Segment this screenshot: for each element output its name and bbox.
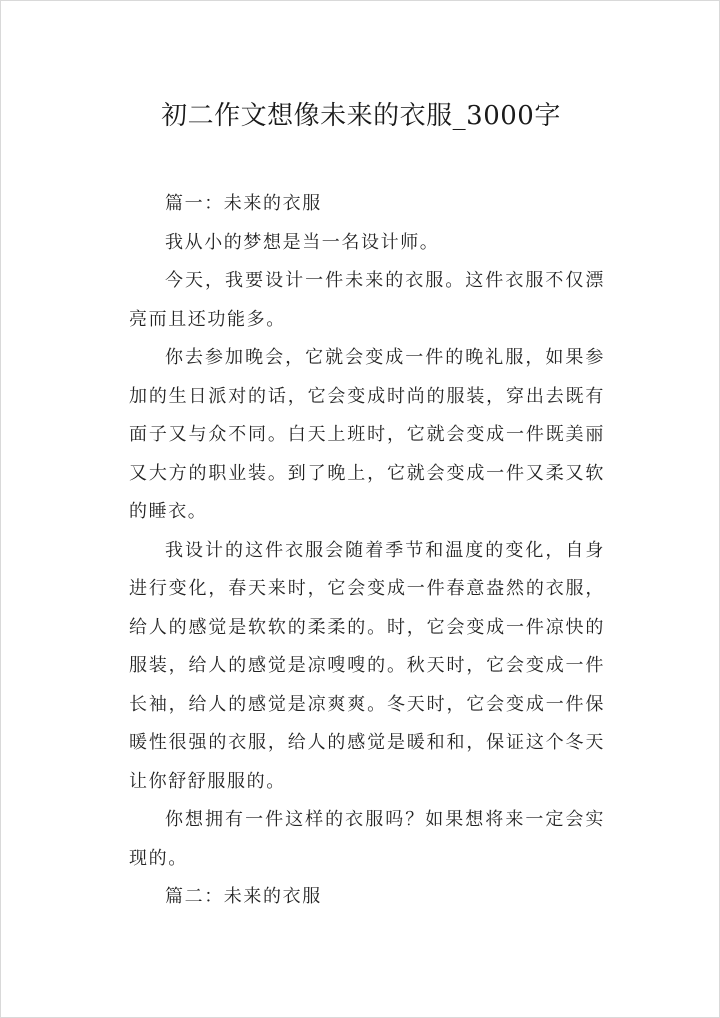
paragraph: 我设计的这件衣服会随着季节和温度的变化，自身进行变化，春天来时，它会变成一件春意盎然的衣服，给人的感觉是软软的柔柔的。时，它会变成一件凉快的服装，给人的感觉是凉嗖嗖的。秋天时，它会变成一件长袖，给人的感觉是凉爽爽。冬天时，它会变成一件保暖性很强的衣服，给人的感觉是暖和和，保证这个冬天让你舒舒服服的。 — [129, 539, 605, 792]
paragraph: 你去参加晚会，它就会变成一件的晚礼服，如果参加的生日派对的话，它会变成时尚的服装，穿出去既有面子又与众不同。白天上班时，它就会变成一件既美丽又大方的职业装。到了晚上，它就会变成一件又柔又软的睡衣。 — [129, 347, 605, 522]
document-body — [129, 185, 605, 917]
paragraph: 我从小的梦想是当一名设计师。 — [165, 231, 440, 253]
paragraph: 今天，我要设计一件未来的衣服。这件衣服不仅漂亮而且还功能多。 — [129, 270, 605, 330]
document-title: 初二作文想像未来的衣服_3000字 — [161, 101, 561, 131]
section-heading: 篇二：未来的衣服 — [165, 886, 322, 907]
paragraph: 你想拥有一件这样的衣服吗？如果想将来一定会实现的。 — [129, 809, 605, 869]
section-heading: 篇一：未来的衣服 — [165, 193, 322, 214]
